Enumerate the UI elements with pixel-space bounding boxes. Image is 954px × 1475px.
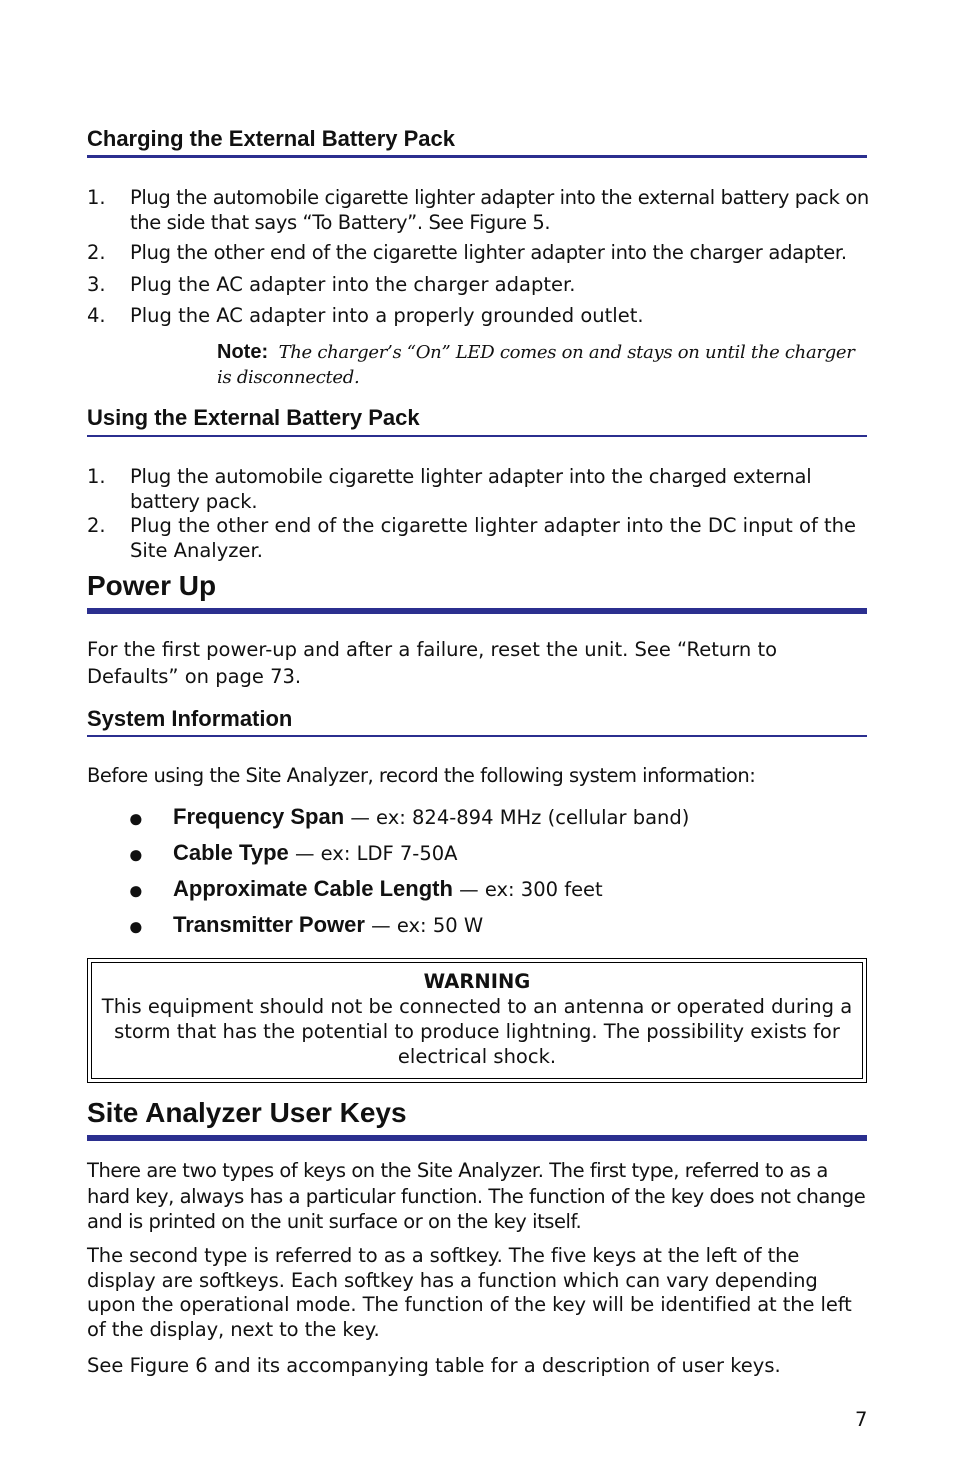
- item-term: Approximate Cable Length: [173, 876, 453, 901]
- charging-step-2-text: Plug the other end of the cigarette lighter adapter into the charger adapter.: [130, 241, 847, 264]
- item-desc: — ex: 824-894 MHz (cellular band): [344, 806, 690, 829]
- charging-step-4-text: Plug the AC adapter into a properly grounded outlet.: [130, 304, 644, 327]
- using-step-1-num: 1.: [87, 465, 106, 488]
- item-term: Cable Type: [173, 840, 289, 865]
- charging-heading: Charging the External Battery Pack: [87, 126, 456, 151]
- item-desc: — ex: 300 feet: [452, 878, 603, 901]
- item-desc: — ex: 50 W: [364, 914, 484, 937]
- note-text: The charger’s “On” LED comes on and stays on until the charger is disconnected.: [217, 342, 855, 388]
- page-number: 7: [855, 1408, 868, 1431]
- power-up-heading: Power Up: [87, 570, 217, 601]
- system-info-item: [173, 912, 483, 938]
- charging-step-4-num: 4.: [87, 304, 106, 327]
- warning-inner: [91, 962, 863, 1079]
- user-keys-paragraph-3: See Figure 6 and its accompanying table for a description of user keys.: [87, 1354, 781, 1377]
- system-info-item: [173, 804, 689, 830]
- bullet-dot: ●: [128, 803, 144, 833]
- system-info-heading-rule: [87, 735, 867, 737]
- warning-text: This equipment should not be connected to an antenna or operated during a storm that has the potential to produce lightning. The possibility exists for electrical shock.: [101, 995, 853, 1068]
- warning-box: [87, 958, 867, 1083]
- charging-step-1-num: 1.: [87, 186, 106, 209]
- system-info-intro: Before using the Site Analyzer, record the following system information:: [87, 764, 756, 787]
- power-up-heading-rule: [87, 608, 867, 614]
- bullet-dot: ●: [128, 839, 144, 869]
- charging-step-3-num: 3.: [87, 273, 106, 296]
- item-desc: — ex: LDF 7-50A: [288, 842, 458, 865]
- charging-note: [217, 340, 862, 391]
- system-info-heading: System Information: [87, 706, 293, 731]
- user-keys-paragraph-2: The second type is referred to as a softkey. The five keys at the left of the display are softkeys. Each softkey has a function which can vary depending upon the operational mode. The function of the key will be identified at the left of the display, next to the key.: [87, 1244, 852, 1341]
- item-term: Transmitter Power: [173, 912, 365, 937]
- item-term: Frequency Span: [173, 804, 345, 829]
- system-info-item: [173, 840, 458, 866]
- charging-step-1-text: Plug the automobile cigarette lighter adapter into the external battery pack on the side that says “To Battery”. See Figure 5.: [130, 186, 869, 234]
- note-label: Note:: [217, 341, 269, 363]
- using-heading-rule: [87, 435, 867, 437]
- using-step-2-num: 2.: [87, 514, 106, 537]
- charging-step-3-text: Plug the AC adapter into the charger adapter.: [130, 273, 576, 296]
- user-keys-heading-rule: [87, 1135, 867, 1141]
- using-heading: Using the External Battery Pack: [87, 405, 420, 430]
- warning-title: WARNING: [423, 970, 531, 993]
- using-step-2-text: Plug the other end of the cigarette lighter adapter into the DC input of the Site Analyzer.: [130, 514, 857, 562]
- user-keys-heading: Site Analyzer User Keys: [87, 1097, 407, 1128]
- system-info-item: [173, 876, 603, 902]
- using-step-1-text: Plug the automobile cigarette lighter adapter into the charged external battery pack.: [130, 465, 812, 513]
- charging-step-2-num: 2.: [87, 241, 106, 264]
- user-keys-paragraph-1: There are two types of keys on the Site Analyzer. The first type, referred to as a hard key, always has a particular function. The function of the key does not change and is printed on the unit surface or on the key itself.: [87, 1159, 866, 1233]
- power-up-text: For the first power-up and after a failure, reset the unit. See “Return to Defaults” on page 73.: [87, 638, 778, 688]
- charging-heading-rule: [87, 155, 867, 158]
- bullet-dot: ●: [128, 875, 144, 905]
- bullet-dot: ●: [128, 911, 144, 941]
